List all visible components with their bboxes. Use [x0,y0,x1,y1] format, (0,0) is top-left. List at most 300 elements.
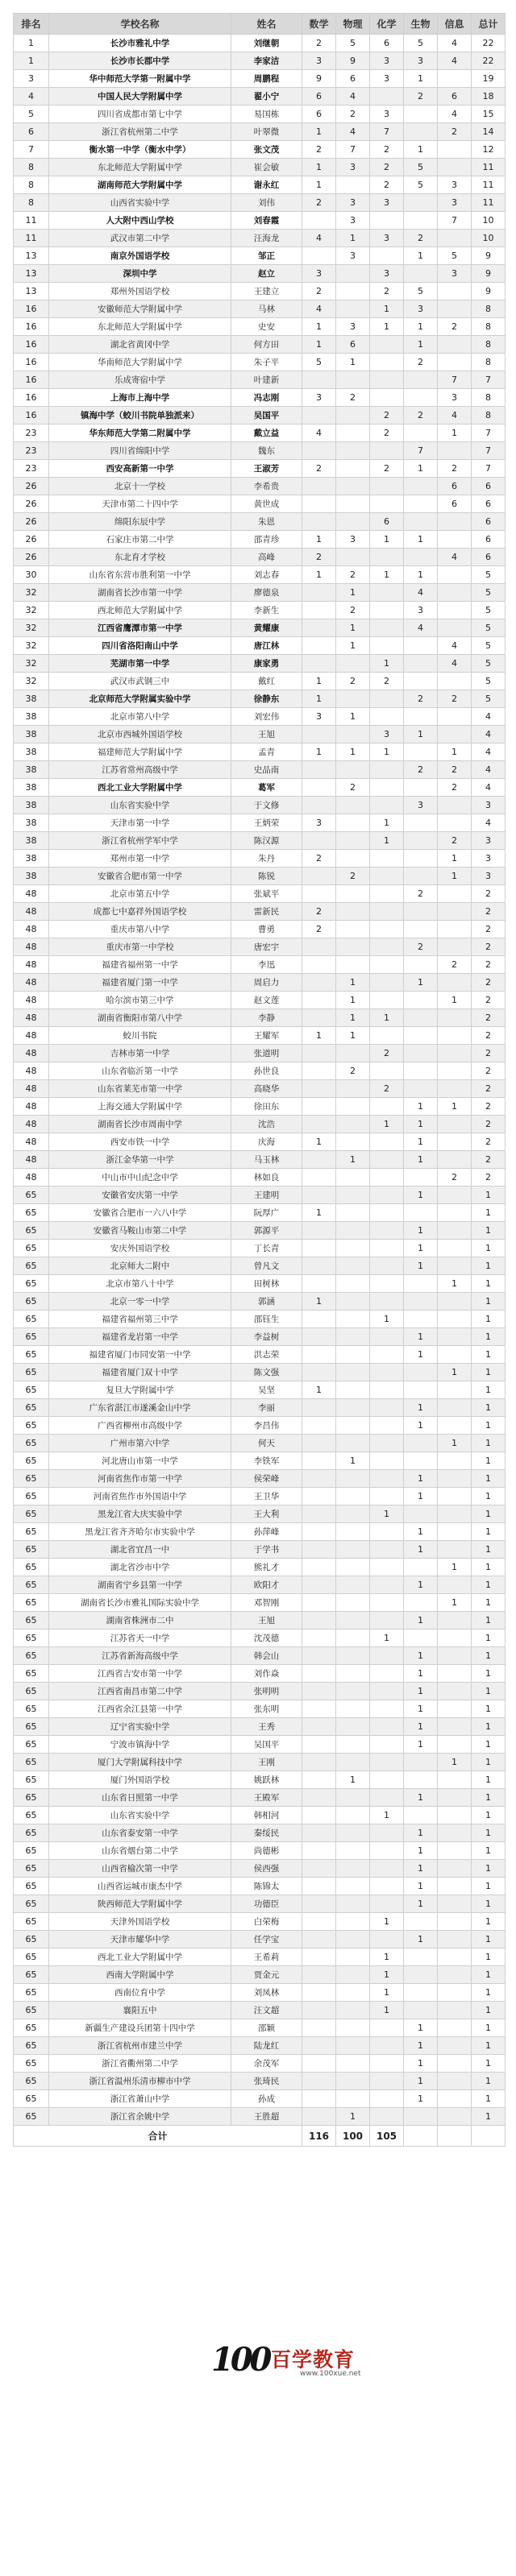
math-cell [302,407,336,425]
chemistry-cell [370,1381,404,1399]
math-cell [302,2073,336,2090]
biology-cell [404,1949,438,1966]
math-cell: 1 [302,1027,336,1045]
math-cell [302,1931,336,1949]
table-row [14,2090,506,2108]
biology-cell: 1 [404,1187,438,1204]
physics-cell [336,1789,370,1807]
math-cell: 3 [302,265,336,283]
table-row [14,159,506,176]
total-cell: 2 [472,1045,506,1062]
math-cell: 1 [302,690,336,708]
biology-cell: 2 [404,407,438,425]
total-cell: 4 [472,708,506,726]
school-cell: 湖南省长沙市周南中学 [49,1116,231,1133]
total-cell: 1 [472,2019,506,2037]
math-cell [302,1683,336,1700]
name-cell: 王耀军 [231,1027,302,1045]
informatics-cell: 1 [438,1594,472,1612]
physics-cell: 1 [336,619,370,637]
physics-cell [336,1878,370,1895]
table-row [14,442,506,460]
math-cell [302,1187,336,1204]
school-cell: 成都七中嘉祥外国语学校 [49,903,231,921]
math-cell [302,1523,336,1541]
rank-cell: 65 [14,1984,49,2002]
chemistry-cell [370,442,404,460]
school-cell: 镇海中学（蛟川书院单独派来） [49,407,231,425]
chemistry-cell [370,619,404,637]
biology-cell: 1 [404,247,438,265]
informatics-cell [438,1470,472,1488]
table-row [14,1417,506,1435]
school-cell: 河北唐山市第一中学 [49,1452,231,1470]
total-cell: 11 [472,176,506,194]
physics-cell [336,1116,370,1133]
total-cell: 2 [472,1009,506,1027]
name-cell: 欧阳才 [231,1576,302,1594]
chemistry-cell [370,1523,404,1541]
physics-cell [336,1949,370,1966]
school-cell: 西北工业大学附属中学 [49,779,231,797]
school-cell: 广东省湛江市遂溪金山中学 [49,1399,231,1417]
biology-cell: 7 [404,442,438,460]
chemistry-cell [370,1452,404,1470]
total-cell: 3 [472,850,506,868]
informatics-cell [438,1240,472,1257]
school-cell: 四川省洛阳南山中学 [49,637,231,655]
physics-cell: 1 [336,708,370,726]
chemistry-cell [370,956,404,974]
biology-cell: 1 [404,2090,438,2108]
biology-cell [404,1807,438,1824]
total-cell: 1 [472,1913,506,1931]
school-cell: 西北师范大学附属中学 [49,602,231,619]
rank-cell: 65 [14,1417,49,1435]
physics-cell [336,921,370,938]
school-cell: 浙江省温州乐清市柳市中学 [49,2073,231,2090]
rank-cell: 38 [14,743,49,761]
math-cell [302,1559,336,1576]
name-cell: 张道明 [231,1045,302,1062]
name-cell: 郭源平 [231,1222,302,1240]
biology-cell: 1 [404,1399,438,1417]
rank-cell: 1 [14,35,49,52]
chemistry-cell [370,1700,404,1718]
chemistry-cell [370,921,404,938]
name-cell: 邵钰生 [231,1311,302,1328]
informatics-cell [438,619,472,637]
informatics-cell: 6 [438,88,472,106]
physics-cell [336,1169,370,1187]
chemistry-cell: 1 [370,1984,404,2002]
physics-cell [336,176,370,194]
informatics-cell [438,602,472,619]
total-cell: 1 [472,2073,506,2090]
biology-cell [404,265,438,283]
physics-cell [336,832,370,850]
table-row [14,70,506,88]
total-cell: 19 [472,70,506,88]
total-cell: 3 [472,797,506,814]
informatics-cell [438,1824,472,1842]
rank-cell: 38 [14,832,49,850]
header-school: 学校名称 [49,14,231,35]
physics-cell [336,1984,370,2002]
table-row [14,992,506,1009]
rank-cell: 11 [14,230,49,247]
school-cell: 华南师范大学附属中学 [49,354,231,371]
total-cell: 2 [472,938,506,956]
math-cell [302,797,336,814]
biology-cell [404,814,438,832]
informatics-cell: 2 [438,1169,472,1187]
name-cell: 赵立 [231,265,302,283]
table-row [14,283,506,300]
biology-cell: 3 [404,300,438,318]
physics-cell [336,2055,370,2073]
school-cell: 四川省成都市第七中学 [49,106,231,123]
name-cell: 王旭 [231,1612,302,1630]
chemistry-cell: 3 [370,265,404,283]
math-cell [302,478,336,495]
school-cell: 山东省泰安第一中学 [49,1824,231,1842]
chemistry-cell: 1 [370,2002,404,2019]
physics-cell [336,1311,370,1328]
table-row [14,885,506,903]
rank-cell: 65 [14,2073,49,2090]
name-cell: 侯荣峰 [231,1470,302,1488]
name-cell: 叶建新 [231,371,302,389]
physics-cell [336,1576,370,1594]
informatics-cell [438,1328,472,1346]
table-row [14,1913,506,1931]
physics-cell: 2 [336,1062,370,1080]
name-cell: 孙成 [231,2090,302,2108]
informatics-cell [438,2055,472,2073]
rank-cell: 65 [14,1736,49,1754]
physics-cell [336,1700,370,1718]
rank-cell: 23 [14,425,49,442]
math-cell [302,974,336,992]
physics-cell: 3 [336,159,370,176]
total-cell: 1 [472,1505,506,1523]
informatics-cell: 4 [438,549,472,566]
chemistry-cell [370,1612,404,1630]
informatics-cell [438,1452,472,1470]
rank-cell: 38 [14,761,49,779]
math-cell [302,1257,336,1275]
math-cell [302,2037,336,2055]
name-cell: 王建立 [231,283,302,300]
chemistry-cell [370,2037,404,2055]
name-cell: 尚德彬 [231,1842,302,1860]
table-row [14,1116,506,1133]
school-cell: 湖南省衡阳市第八中学 [49,1009,231,1027]
rank-cell: 65 [14,1275,49,1293]
physics-cell [336,1966,370,1984]
total-cell: 6 [472,549,506,566]
name-cell: 汪海龙 [231,230,302,247]
chemistry-cell [370,1789,404,1807]
name-cell: 孙世良 [231,1062,302,1080]
name-cell: 谢永红 [231,176,302,194]
total-cell: 7 [472,442,506,460]
table-row [14,318,506,336]
name-cell: 庆海 [231,1133,302,1151]
math-cell [302,1771,336,1789]
rank-cell: 65 [14,1576,49,1594]
school-cell: 浙江省杭州市建兰中学 [49,2037,231,2055]
math-cell: 1 [302,673,336,690]
informatics-cell: 4 [438,35,472,52]
informatics-cell [438,974,472,992]
chemistry-cell [370,1860,404,1878]
chemistry-cell: 2 [370,673,404,690]
school-cell: 厦门外国语学校 [49,1771,231,1789]
rank-cell: 65 [14,1523,49,1541]
school-cell: 华中师范大学第一附属中学 [49,70,231,88]
math-cell [302,1470,336,1488]
chemistry-cell: 1 [370,300,404,318]
informatics-cell: 4 [438,407,472,425]
chemistry-cell: 2 [370,141,404,159]
chemistry-cell: 1 [370,1949,404,1966]
physics-cell [336,300,370,318]
total-cell: 9 [472,265,506,283]
informatics-cell [438,1346,472,1364]
chemistry-cell [370,88,404,106]
biology-cell [404,921,438,938]
informatics-cell [438,708,472,726]
chemistry-cell: 1 [370,1009,404,1027]
chemistry-cell [370,708,404,726]
school-cell: 天津市第一中学 [49,814,231,832]
total-cell: 1 [472,1187,506,1204]
school-cell: 西安市铁一中学 [49,1133,231,1151]
table-row [14,1523,506,1541]
biology-cell [404,637,438,655]
table-row [14,2108,506,2126]
school-cell: 福建省厦门双十中学 [49,1364,231,1381]
table-row [14,903,506,921]
total-cell: 1 [472,2108,506,2126]
total-cell: 2 [472,974,506,992]
biology-cell: 4 [404,584,438,602]
biology-cell [404,708,438,726]
physics-cell [336,1222,370,1240]
chemistry-cell: 1 [370,814,404,832]
rank-cell: 65 [14,1700,49,1718]
chemistry-cell: 2 [370,176,404,194]
informatics-cell [438,726,472,743]
table-row [14,761,506,779]
name-cell: 秦绥民 [231,1824,302,1842]
informatics-cell [438,1576,472,1594]
rank-cell: 65 [14,1665,49,1683]
name-cell: 刘春霞 [231,212,302,230]
chemistry-cell [370,1364,404,1381]
total-cell: 1 [472,1470,506,1488]
math-cell [302,1452,336,1470]
name-cell: 周鹏程 [231,70,302,88]
school-cell: 东北育才学校 [49,549,231,566]
chemistry-cell [370,1824,404,1842]
school-cell: 江苏省新海高级中学 [49,1647,231,1665]
math-cell [302,1789,336,1807]
table-row [14,708,506,726]
biology-cell [404,655,438,673]
math-cell [302,2090,336,2108]
school-cell: 山西省运城市康杰中学 [49,1878,231,1895]
name-cell: 李丽 [231,1399,302,1417]
math-cell: 3 [302,814,336,832]
total-cell: 7 [472,371,506,389]
table-row [14,584,506,602]
school-cell: 山东省实验中学 [49,797,231,814]
math-cell [302,495,336,513]
chemistry-cell: 1 [370,1116,404,1133]
informatics-cell [438,1647,472,1665]
physics-cell: 1 [336,974,370,992]
name-cell: 孟青 [231,743,302,761]
school-cell: 深圳中学 [49,265,231,283]
table-row [14,1647,506,1665]
rank-cell: 65 [14,1895,49,1913]
total-cell: 1 [472,1683,506,1700]
table-row [14,1470,506,1488]
math-cell [302,1311,336,1328]
rank-cell: 16 [14,389,49,407]
biology-cell [404,992,438,1009]
rank-cell: 65 [14,1807,49,1824]
rank-cell: 1 [14,52,49,70]
rank-cell: 26 [14,513,49,531]
school-cell: 江苏省天一中学 [49,1630,231,1647]
chemistry-cell [370,2108,404,2126]
biology-cell: 1 [404,1488,438,1505]
school-cell: 湖南师范大学附属中学 [49,176,231,194]
table-row [14,1257,506,1275]
total-cell: 1 [472,1399,506,1417]
biology-cell [404,956,438,974]
total-cell: 2 [472,921,506,938]
name-cell: 李铁军 [231,1452,302,1470]
physics-cell: 1 [336,1027,370,1045]
name-cell: 刘凤林 [231,1984,302,2002]
informatics-cell [438,903,472,921]
rank-cell: 65 [14,1842,49,1860]
school-cell: 重庆市第八中学 [49,921,231,938]
total-cell: 5 [472,637,506,655]
rank-cell: 16 [14,407,49,425]
table-row [14,850,506,868]
table-row [14,354,506,371]
school-cell: 乐成寄宿中学 [49,371,231,389]
chemistry-cell [370,1842,404,1860]
math-cell [302,1346,336,1364]
math-cell [302,1505,336,1523]
physics-cell: 1 [336,230,370,247]
name-cell: 林如良 [231,1169,302,1187]
rank-cell: 48 [14,992,49,1009]
name-cell: 韩会山 [231,1647,302,1665]
chemistry-cell: 7 [370,123,404,141]
math-cell [302,761,336,779]
chemistry-cell [370,584,404,602]
name-cell: 李新生 [231,602,302,619]
physics-cell [336,1594,370,1612]
table-row [14,1240,506,1257]
rank-cell: 48 [14,1133,49,1151]
biology-cell: 1 [404,1860,438,1878]
biology-cell: 1 [404,1842,438,1860]
rank-cell: 65 [14,1257,49,1275]
physics-cell [336,1630,370,1647]
footer-math: 116 [302,2126,336,2147]
school-cell: 福建省厦门第一中学 [49,974,231,992]
math-cell [302,655,336,673]
rank-cell: 38 [14,814,49,832]
rank-cell: 26 [14,495,49,513]
biology-cell: 1 [404,974,438,992]
math-cell [302,1488,336,1505]
watermark-url: www.100xue.net [300,2370,361,2378]
informatics-cell: 2 [438,956,472,974]
table-row [14,1824,506,1842]
rank-cell: 65 [14,2037,49,2055]
name-cell: 马林 [231,300,302,318]
biology-cell: 1 [404,2037,438,2055]
table-row [14,1612,506,1630]
name-cell: 贾金元 [231,1966,302,1984]
informatics-cell [438,1027,472,1045]
physics-cell [336,2037,370,2055]
school-cell: 郑州外国语学校 [49,283,231,300]
biology-cell [404,1311,438,1328]
rank-cell: 65 [14,1612,49,1630]
rank-cell: 65 [14,1913,49,1931]
rank-cell: 32 [14,602,49,619]
table-row [14,1683,506,1700]
math-cell: 4 [302,300,336,318]
rank-cell: 48 [14,1169,49,1187]
name-cell: 王秀 [231,1718,302,1736]
informatics-cell [438,159,472,176]
biology-cell: 2 [404,230,438,247]
physics-cell [336,850,370,868]
table-row [14,141,506,159]
chemistry-cell: 1 [370,1966,404,1984]
informatics-cell [438,1009,472,1027]
chemistry-cell [370,1169,404,1187]
math-cell [302,1700,336,1718]
informatics-cell [438,1488,472,1505]
total-cell: 1 [472,1736,506,1754]
table-row [14,1860,506,1878]
school-cell: 辽宁省实验中学 [49,1718,231,1736]
rank-cell: 65 [14,1594,49,1612]
total-cell: 2 [472,903,506,921]
table-row [14,619,506,637]
total-cell: 1 [472,2037,506,2055]
table-row [14,1080,506,1098]
physics-cell: 1 [336,1009,370,1027]
rank-cell: 13 [14,265,49,283]
chemistry-cell [370,1559,404,1576]
table-row [14,832,506,850]
physics-cell [336,460,370,478]
